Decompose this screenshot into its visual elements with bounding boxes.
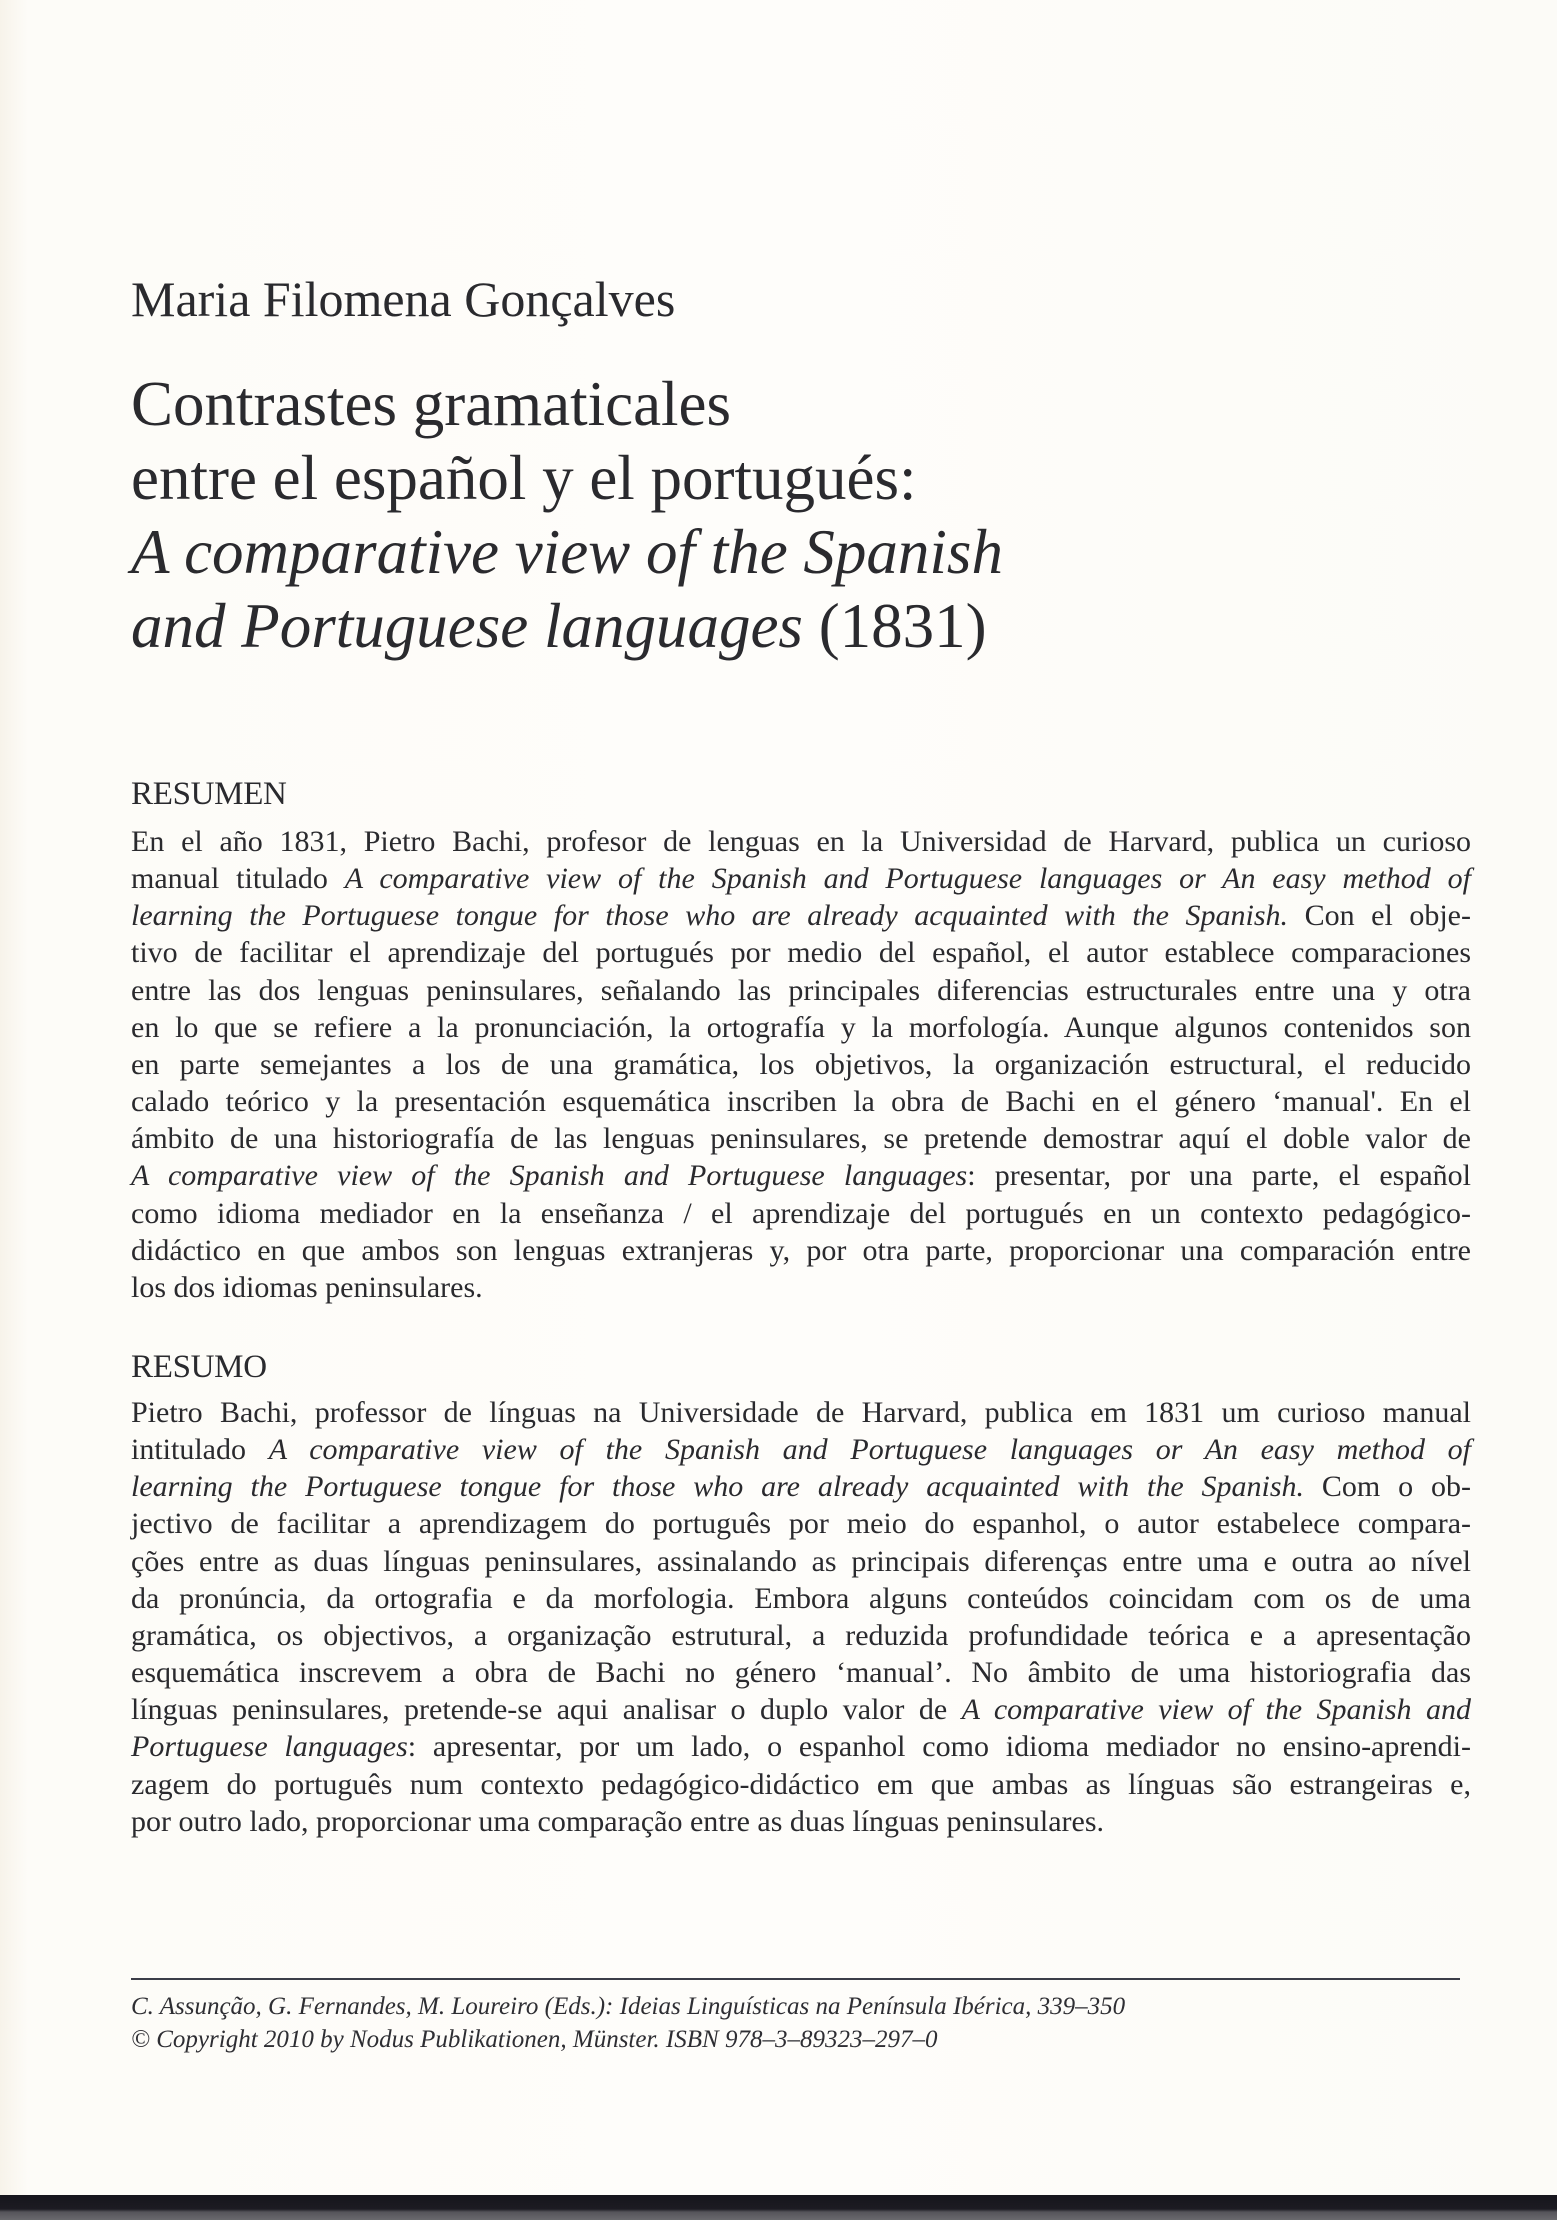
text-run: ámbito de una historiografía de las lenguas peninsulares, se pretende demostrar aquí el doble valor de — [131, 1122, 1471, 1156]
resumo-line — [131, 1543, 1471, 1580]
italic-text-run: Portuguese languages — [131, 1730, 408, 1764]
resumo-line — [131, 1728, 1471, 1765]
footer-rule — [131, 1978, 1460, 1980]
text-run: por outro lado, proporcionar uma comparação entre as duas línguas peninsulares. — [131, 1804, 1105, 1838]
italic-text-run: A comparative view of the Spanish and Portuguese languages or An easy method of — [344, 862, 1471, 896]
text-run: En el año 1831, Pietro Bachi, profesor de lenguas en la Universidad de Harvard, publica un curioso — [131, 825, 1471, 858]
author-name: Maria Filomena Gonçalves — [131, 271, 676, 327]
text-run: esquemática inscrevem a obra de Bachi no género ‘manual’. No âmbito de uma historiografia das — [131, 1656, 1471, 1690]
text-run: manual titulado — [131, 862, 345, 896]
resumen-line — [131, 897, 1471, 934]
italic-text-run: learning the Portuguese tongue for those who are already acquainted with the Spanish. — [131, 1470, 1305, 1504]
resumen-line — [131, 860, 1471, 897]
resumo-line — [131, 1431, 1471, 1468]
resumen-line — [131, 1009, 1471, 1046]
resumo-heading: RESUMO — [131, 1349, 267, 1385]
resumen-line — [131, 934, 1471, 971]
text-run: tivo de facilitar el aprendizaje del portugués por medio del español, el autor establece comparaciones — [131, 936, 1471, 970]
resumen-line — [131, 823, 1471, 860]
text-run: ções entre as duas línguas peninsulares, assinalando as principais diferenças entre uma e outra ao nível — [131, 1544, 1471, 1578]
text-run: Con el obje- — [1288, 899, 1471, 933]
resumen-heading: RESUMEN — [131, 776, 287, 812]
text-run: Contrastes gramaticales — [131, 369, 732, 439]
resumo-line — [131, 1505, 1471, 1542]
resumen-line — [131, 1157, 1471, 1194]
text-run: en lo que se refiere a la pronunciación, la ortografía y la morfología. Aunque algunos contenidos son — [131, 1010, 1471, 1044]
italic-text-run: A comparative view of the Spanish and Portuguese languages or An easy method of — [268, 1433, 1471, 1467]
resumo-line — [131, 1580, 1471, 1617]
resumen-line — [131, 1269, 1471, 1306]
text-run: intitulado — [131, 1433, 269, 1467]
text-run: como idioma mediador en la enseñanza / el aprendizaje del portugués en un contexto pedagógico- — [131, 1196, 1471, 1230]
text-run: los dos idiomas peninsulares. — [131, 1270, 483, 1304]
italic-text-run: learning the Portuguese tongue for those who are already acquainted with the Spanish. — [131, 899, 1289, 933]
text-run: jectivo de facilitar a aprendizagem do português por meio do espanhol, o autor estabelece compara- — [131, 1507, 1471, 1541]
resumen-abstract — [131, 823, 1471, 1306]
text-run: Com o ob- — [1304, 1470, 1471, 1504]
resumen-line — [131, 972, 1471, 1009]
resumo-line — [131, 1691, 1471, 1728]
text-run: Pietro Bachi, professor de línguas na Universidade de Harvard, publica em 1831 um curioso manual — [131, 1396, 1471, 1429]
resumo-line — [131, 1654, 1471, 1691]
article-title — [131, 367, 1003, 663]
text-run: calado teórico y la presentación esquemática inscriben la obra de Bachi en el género ‘manual'. En el — [131, 1085, 1471, 1119]
text-run: entre las dos lenguas peninsulares, señalando las principales diferencias estructurales entre una y otra — [131, 973, 1471, 1007]
text-run: línguas peninsulares, pretende-se aqui analisar o duplo valor de — [131, 1693, 962, 1727]
resumo-abstract — [131, 1394, 1471, 1840]
italic-text-run: and Portuguese languages — [131, 591, 803, 661]
title-line — [131, 589, 1003, 663]
text-run: (1831) — [802, 591, 987, 661]
publication-footer — [131, 1990, 1125, 2056]
text-run: da pronúncia, da ortografia e da morfologia. Embora alguns conteúdos coincidam com os de uma — [131, 1581, 1471, 1615]
text-run: zagem do português num contexto pedagógico-didáctico em que ambas as línguas são estrangeiras e, — [131, 1767, 1471, 1801]
resumen-line — [131, 1120, 1471, 1157]
resumo-line — [131, 1617, 1471, 1654]
resumo-line — [131, 1468, 1471, 1505]
title-line — [131, 367, 1003, 441]
text-run: : presentar, por una parte, el español — [967, 1159, 1471, 1193]
resumen-line — [131, 1046, 1471, 1083]
text-run: : apresentar, por um lado, o espanhol como idioma mediador no ensino-aprendi- — [407, 1730, 1471, 1764]
resumen-line — [131, 1083, 1471, 1120]
italic-text-run: A comparative view of the Spanish — [131, 517, 1003, 587]
resumen-line — [131, 1232, 1471, 1269]
resumen-line — [131, 1195, 1471, 1232]
italic-text-run: A comparative view of the Spanish and Portuguese languages — [131, 1159, 968, 1193]
scanner-edge-band — [0, 2195, 1557, 2220]
title-line — [131, 441, 1003, 515]
resumo-line — [131, 1803, 1471, 1840]
text-run: en parte semejantes a los de una gramática, los objetivos, la organización estructural, el reducido — [131, 1047, 1471, 1081]
text-run: entre el español y el portugués: — [131, 443, 917, 513]
text-run: gramática, os objectivos, a organização estrutural, a reduzida profundidade teórica e a apresentação — [131, 1618, 1471, 1652]
citation-line: C. Assunção, G. Fernandes, M. Loureiro (Eds.): Ideias Linguísticas na Península Ibérica, 339–350 — [131, 1993, 1126, 2020]
resumo-line — [131, 1766, 1471, 1803]
italic-text-run: A comparative view of the Spanish and — [961, 1693, 1471, 1727]
text-run: didáctico en que ambos son lenguas extranjeras y, por otra parte, proporcionar una comparación entre — [131, 1233, 1471, 1267]
title-line — [131, 515, 1003, 589]
copyright-line: © Copyright 2010 by Nodus Publikationen, Münster. ISBN 978–3–89323–297–0 — [131, 2026, 938, 2053]
resumo-line — [131, 1394, 1471, 1431]
